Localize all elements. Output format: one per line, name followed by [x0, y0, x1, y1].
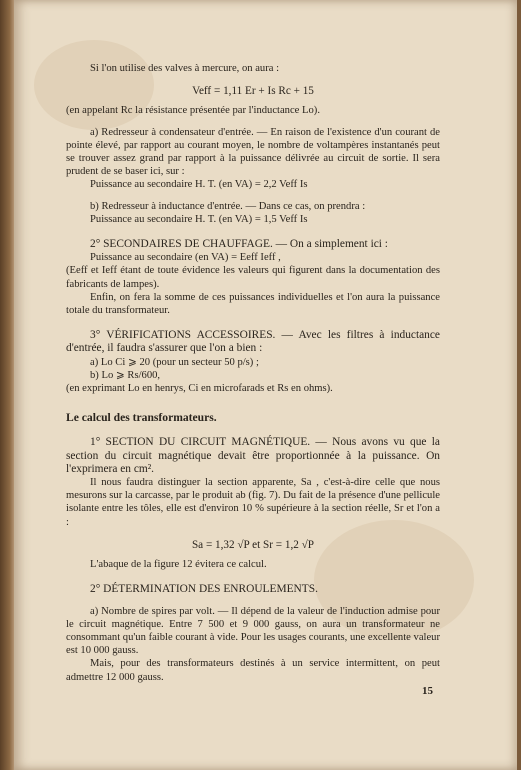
formula-line: Puissance au secondaire (en VA) = Eeff Ieff ,	[90, 252, 281, 264]
paragraph: (Eeff et Ieff étant de toute évidence les valeurs qui figurent dans la documentation des fabricants de lampes).	[66, 265, 440, 290]
book-binding	[0, 0, 14, 770]
paragraph: (en appelant Rc la résistance présentée par l'inductance Lo).	[66, 105, 320, 117]
section-heading: 1° SECTION DU CIRCUIT MAGNÉTIQUE. — Nous avons vu que la section du circuit magnétique devait être proportionnée à la puissance. On l'exprimera en cm².	[66, 436, 440, 475]
paragraph: a) Nombre de spires par volt. — Il dépend de la valeur de l'induction admise pour le circuit magnétique. Entre 7 500 et 9 000 gauss, on aura un transformateur ne consommant qu'un faible courant à vide. Pour les usages courants, une excellente valeur est 10 000 gauss.	[66, 605, 440, 657]
paragraph: Enfin, on fera la somme de ces puissances individuelles et l'on aura la puissance totale du transformateur.	[66, 291, 440, 317]
page-text	[66, 62, 440, 684]
paragraph: L'abaque de la figure 12 évitera ce calcul.	[90, 559, 267, 571]
section-heading: 2° SECONDAIRES DE CHAUFFAGE. — On a simplement ici :	[90, 238, 388, 251]
condition-line: b) Lo ⩾ Rs/600,	[90, 369, 161, 381]
paragraph: (en exprimant Lo en henrys, Ci en microfarads et Rs en ohms).	[66, 383, 333, 395]
section-heading: 3° VÉRIFICATIONS ACCESSOIRES. — Avec les filtres à inductance d'entrée, il faudra s'assurer que l'on a bien :	[66, 329, 440, 355]
section-title: Le calcul des transformateurs.	[66, 411, 217, 425]
formula-line: Puissance au secondaire H. T. (en VA) = 1,5 Veff Is	[90, 213, 308, 225]
paragraph: a) Redresseur à condensateur d'entrée. — En raison de l'existence d'un courant de pointe élevé, par rapport au courant moyen, le nombre de voltampères instantanés peut se trouver assez grand par rapport à la puissance délivrée au circuit de sortie. Il sera prudent de se baser ici, sur :	[66, 126, 440, 178]
formula: Veff = 1,11 Er + Is Rc + 15	[192, 85, 314, 98]
formula-line: Puissance au secondaire H. T. (en VA) = 2,2 Veff Is	[90, 179, 308, 191]
paragraph: b) Redresseur à inductance d'entrée. — Dans ce cas, on prendra :	[90, 200, 366, 212]
paragraph: Mais, pour des transformateurs destinés à un service intermittent, on peut admettre 12 000 gauss.	[66, 658, 440, 683]
formula: Sa = 1,32 √P et Sr = 1,2 √P	[191, 538, 315, 551]
paragraph: Il nous faudra distinguer la section apparente, Sa , c'est-à-dire celle que nous mesurons sur la carcasse, par le produit ab (fig. 7). Du fait de la présence d'une pellicule isolante entre les tôles, elle est d'environ 10 % supérieure à la section réelle, Sr et l'on a :	[66, 477, 440, 528]
page-number: 15	[422, 685, 433, 697]
paragraph: Si l'on utilise des valves à mercure, on aura :	[90, 63, 280, 74]
section-heading: 2° DÉTERMINATION DES ENROULEMENTS.	[90, 583, 318, 596]
condition-line: a) Lo Ci ⩾ 20 (pour un secteur 50 p/s) ;	[90, 356, 259, 368]
